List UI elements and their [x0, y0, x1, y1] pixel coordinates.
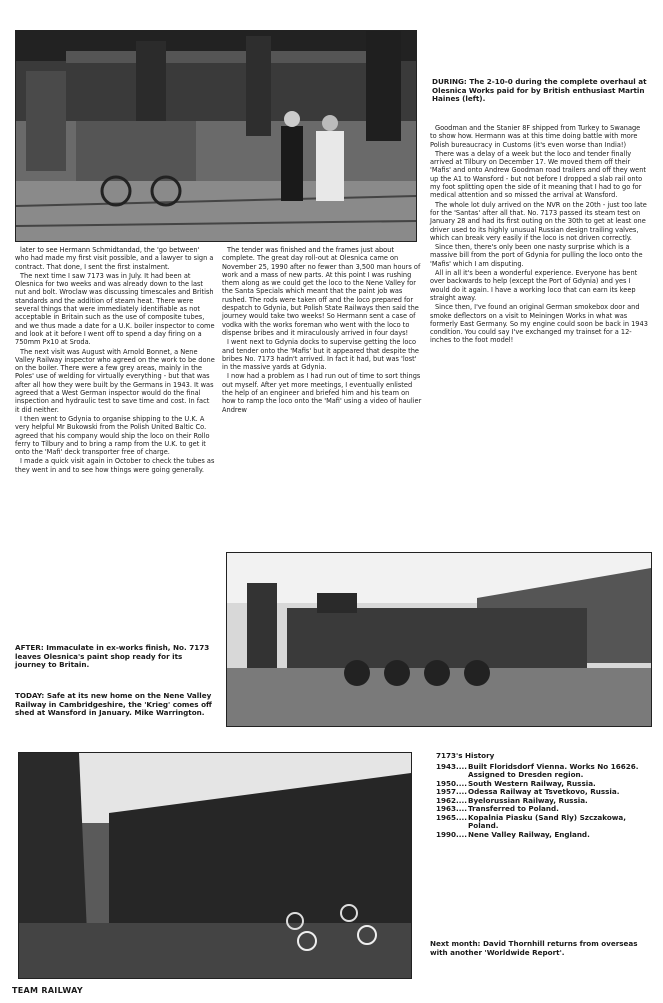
paragraph: All in all it's been a wonderful experience. Everyone has bent over backwards to help (except the Port of Gdynia) and yes I would do it again. I have a working loco that can earn its keep straight away.	[430, 269, 638, 302]
paragraph: The tender was finished and the frames just about complete. The great day roll-out at Olesnica came on November 25, 1990 after no fewer than 3,500 man hours of work and a mass of new parts. At this point I was rushing them along as we could get the loco to the Nene Valley for the Santa Specials which meant that the paint job was rushed. The rods were taken off and the loco prepared for despatch to Gdynia, but Polish State Railways then said the journey would take two weeks! So Hermann sent a case of vodka with the works foreman who went with the loco to dispense bribes and it miraculously arrived in four days!	[222, 246, 421, 337]
history-box	[436, 752, 648, 839]
caption-text: Immaculate in ex-works finish, No. 7173 leaves Olesnica's paint shop ready for its journey to Britain.	[15, 643, 210, 670]
article-column-3	[430, 124, 648, 346]
paragraph: The whole lot duly arrived on the NVR on the 20th - just too late for the 'Santas' after all that. No. 7173 passed its steam test on January 28 and had its first outing on the 30th to get at least one driver used to its highly unusual Russian design trailing valves, which can break very easily if the loco is not driven correctly.	[430, 200, 647, 242]
history-row: 1957.... Odessa Railway at Tsvetkovo, Russia.	[436, 787, 620, 796]
history-title: 7173's History	[436, 751, 495, 760]
caption-text: The 2-10-0 during the complete overhaul at Olesnica Works paid for by British enthusiast Martin Haines (left).	[432, 77, 647, 104]
paragraph: Since then, there's only been one nasty surprise which is a massive bill from the port of Gdynia for pulling the loco onto the 'Mafis' which I am disputing.	[430, 243, 643, 268]
caption-text: Safe at its new home on the Nene Valley Railway in Cambridgeshire, the 'Krieg' comes off shed at Wansford in January. Mike Warrington.	[15, 691, 212, 718]
photo-during	[15, 30, 417, 242]
article-column-2	[222, 246, 422, 415]
caption-today	[15, 692, 215, 718]
history-row: 1943.... Built Floridsdorf Vienna. Works No 16626. Assigned to Dresden region.	[436, 761, 639, 779]
caption-label: AFTER:	[15, 643, 44, 652]
paragraph: The next time I saw 7173 was in July. It had been at Olesnica for two weeks and was already down to the last nut and bolt. Wroclaw was discussing timescales and British standards and the addition of steam heat. There were several things that were immediately identifiable as not acceptable in Britain such as the use of composite tubes, and we thus made a date for a U.K. boiler inspector to come and look at it before I went off to spend a day firing on a 750mm Px10 at Sroda.	[15, 271, 215, 347]
history-row: 1965.... Kopalnia Piasku (Sand Rly) Szczakowa, Poland.	[436, 812, 626, 830]
caption-label: TODAY:	[15, 691, 45, 700]
history-row: 1962.... Byelorussian Railway, Russia.	[436, 795, 588, 805]
paragraph: Goodman and the Stanier 8F shipped from Turkey to Swanage to show how. Hermann was at this time doing battle with more Polish bureaucracy in Customs (it's even worse than India!)	[430, 124, 641, 149]
photo-after	[226, 552, 652, 727]
paragraph: I then went to Gdynia to organise shipping to the U.K. A very helpful Mr Bukowski from the Polish United Baltic Co. agreed that his company would ship the loco on their Rollo ferry to Tilbury and to bring a ramp from the U.K. to get it onto the 'Mafi' deck transporter free of charge.	[15, 414, 210, 457]
paragraph: Since then, I've found an original German smokebox door and smoke deflectors on a visit to Meiningen Works in what was formerly East Germany. So my engine could soon be back in 1943 condition. You could say I've exchanged my trainset for a 12-inches to the foot model!	[430, 303, 648, 345]
photo-today	[18, 752, 412, 979]
paragraph: later to see Hermann Schmidtandad, the 'go between' who had made my first visit possible, and a lawyer to sign a contract. That done, I sent the first instalment.	[15, 246, 214, 271]
footer-brand: TEAM RAILWAY	[12, 986, 83, 995]
caption-label: DURING:	[432, 77, 467, 86]
paragraph: There was a delay of a week but the loco and tender finally arrived at Tilbury on December 17. We moved them off their 'Mafis' and onto Andrew Goodman road trailers and off they went up the A1 to Wansford - but not before I dropped a slab rail onto my foot splitting open the side of it meaning that I had to go for medical attention and so missed the arrival at Wansford.	[430, 149, 646, 200]
paragraph: I went next to Gdynia docks to supervise getting the loco and tender onto the 'Mafis' but it appeared that despite the bribes No. 7173 hadn't arrived. In fact it had, but was 'lost' in the massive yards at Gdynia.	[222, 338, 419, 372]
caption-after	[15, 644, 215, 670]
paragraph: I made a quick visit again in October to check the tubes as they went in and to see how things were going generally.	[15, 457, 215, 474]
paragraph: I now had a problem as I had run out of time to sort things out myself. After yet more meetings, I eventually enlisted the help of an engineer and briefed him and his team on how to ramp the loco onto the 'Mafi' using a video of haulier Andrew	[222, 372, 422, 414]
caption-during	[432, 78, 647, 104]
history-row: 1950.... South Western Railway, Russia.	[436, 778, 596, 788]
history-row: 1963.... Transferred to Poland.	[436, 804, 559, 813]
paragraph: The next visit was August with Arnold Bonnet, a Nene Valley Railway inspector who agreed on the work to be done on the boiler. There were a few grey areas, mainly in the Poles' use of welding for virtually everything - but that was after all how they were built by the Germans in 1943. It was agreed that a West German inspector would do the final inspection and hydraulic test to save time and cost. In fact it did neither.	[15, 347, 215, 414]
article-column-1	[15, 246, 215, 475]
history-row: 1990.... Nene Valley Railway, England.	[436, 829, 590, 839]
next-month-note: Next month: David Thornhill returns from overseas with another 'Worldwide Report'.	[430, 939, 638, 957]
